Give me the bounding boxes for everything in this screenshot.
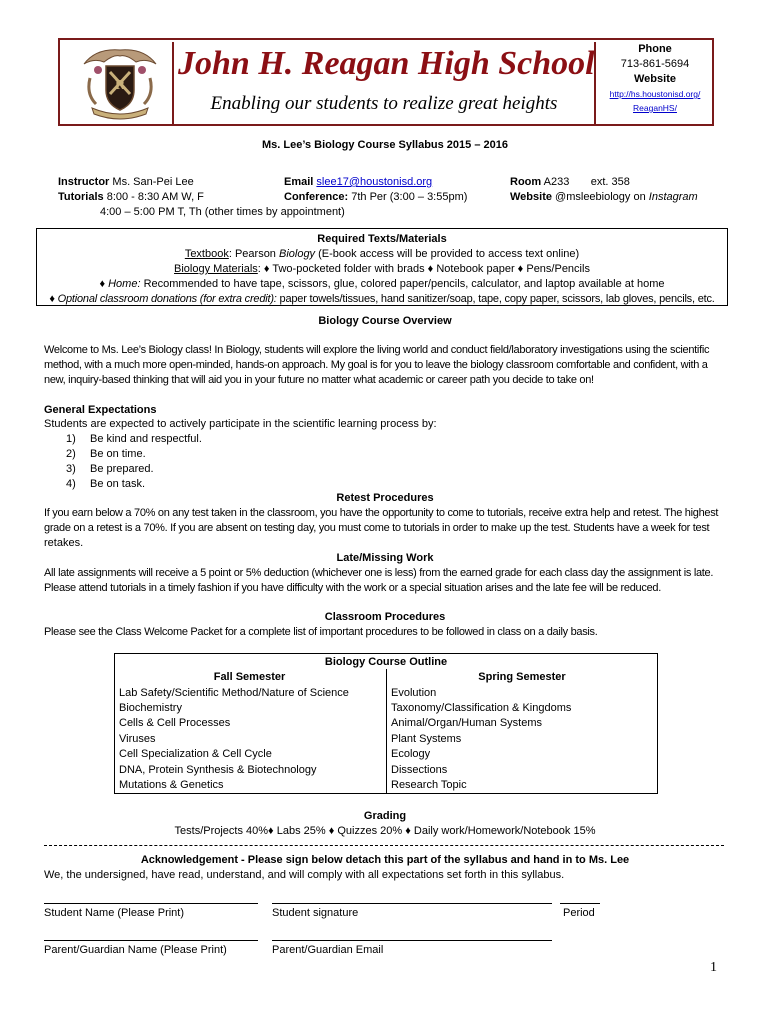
required-heading: Required Texts/Materials xyxy=(317,233,447,245)
fall-topic: Cells & Cell Processes xyxy=(119,717,231,729)
fall-semester-header: Fall Semester xyxy=(213,671,286,683)
instructor-label: Instructor xyxy=(58,176,110,188)
expectations-intro: Students are expected to actively participate in the scientific learning process by: xyxy=(44,418,437,430)
instructor-website-label: Website xyxy=(510,191,552,203)
syllabus-title: Ms. Lee’s Biology Course Syllabus 2015 – 2016 xyxy=(262,139,508,151)
parent-email-field[interactable] xyxy=(272,940,552,941)
student-name-field[interactable] xyxy=(44,903,258,904)
email-label: Email xyxy=(284,176,314,188)
tutorials-line xyxy=(58,190,204,204)
website-link-1[interactable]: http://hs.houstonisd.org/ xyxy=(609,89,701,99)
outline-divider xyxy=(386,669,387,794)
late-line-1: All late assignments will receive a 5 point or 5% deduction (whichever one is less) from the earned grade for each class day the assignment is late. xyxy=(44,567,714,579)
parent-name-field[interactable] xyxy=(44,940,258,941)
room-label: Room xyxy=(510,176,542,188)
spring-topic: Taxonomy/Classification & Kingdoms xyxy=(391,702,572,714)
home-line xyxy=(36,277,728,291)
page-number: 1 xyxy=(710,960,717,975)
spring-topic: Evolution xyxy=(391,687,437,699)
materials-label: Biology Materials xyxy=(174,263,258,275)
tutorials-times: 8:00 - 8:30 AM W, F xyxy=(103,191,204,203)
optional-label: ♦ Optional classroom donations (for extra credit): xyxy=(49,293,277,305)
fall-topic: Mutations & Genetics xyxy=(119,779,224,791)
expectation-item: Be on time. xyxy=(90,448,146,460)
conference-time: 7th Per (3:00 – 3:55pm) xyxy=(348,191,468,203)
spring-topic: Animal/Organ/Human Systems xyxy=(391,717,542,729)
overview-line-2: method, with a much more open-minded, hands-on approach. My goal is for you to leave the biology classroom comfortable and confident, with a xyxy=(44,359,708,371)
school-motto: Enabling our students to realize great heights xyxy=(210,93,558,114)
expectation-item: Be kind and respectful. xyxy=(90,433,202,445)
period-field[interactable] xyxy=(560,903,600,904)
fall-topic: DNA, Protein Synthesis & Biotechnology xyxy=(119,764,317,776)
instructor-website-line xyxy=(510,190,698,204)
textbook-title: Biology xyxy=(278,248,316,260)
tutorials-label: Tutorials xyxy=(58,191,104,203)
home-list: Recommended to have tape, scissors, glue, colored paper/pencils, calculator, and laptop available at home xyxy=(140,278,665,290)
fall-topic: Cell Specialization & Cell Cycle xyxy=(119,748,272,760)
detach-line xyxy=(44,845,724,846)
instagram-label: Instagram xyxy=(648,191,698,203)
parent-email-label: Parent/Guardian Email xyxy=(272,944,384,956)
textbook-label: Textbook xyxy=(184,248,229,260)
spring-topic: Plant Systems xyxy=(391,733,462,745)
retest-line-1: If you earn below a 70% on any test taken in the classroom, you have the opportunity to come to tutorials, receive extra help and retest. The highest xyxy=(44,507,719,519)
website-link-2[interactable]: ReaganHS/ xyxy=(633,103,677,113)
grading-heading: Grading xyxy=(363,810,407,822)
period-label: Period xyxy=(563,907,595,919)
acknowledgement-line: We, the undersigned, have read, understand, and will comply with all expectations set forth in this syllabus. xyxy=(44,869,565,881)
procedures-heading: Classroom Procedures xyxy=(324,611,446,623)
textbook-line xyxy=(36,247,728,261)
fall-topic: Lab Safety/Scientific Method/Nature of Science xyxy=(119,687,349,699)
expectation-number: 2) xyxy=(66,448,76,460)
retest-line-3: retakes. xyxy=(44,537,84,549)
phone-number: 713-861-5694 xyxy=(620,58,690,70)
room-line xyxy=(510,175,630,189)
acknowledgement-heading: Acknowledgement - Please sign below detach this part of the syllabus and hand in to Ms. Lee xyxy=(140,854,630,866)
spring-topic: Ecology xyxy=(391,748,431,760)
late-heading: Late/Missing Work xyxy=(336,552,434,564)
room-number: A233 ext. 358 xyxy=(541,176,630,188)
outline-heading: Biology Course Outline xyxy=(324,656,448,668)
tutorials-times-2: 4:00 – 5:00 PM T, Th (other times by appointment) xyxy=(100,206,345,218)
overview-line-1: Welcome to Ms. Lee’s Biology class! In Biology, students will explore the living world and conduct field/laboratory investigations using the scientific xyxy=(44,344,710,356)
student-signature-label: Student signature xyxy=(272,907,359,919)
svg-text:R: R xyxy=(114,78,126,93)
spring-topic: Dissections xyxy=(391,764,448,776)
conference-line xyxy=(284,190,467,204)
parent-name-label: Parent/Guardian Name (Please Print) xyxy=(44,944,227,956)
instructor-line xyxy=(58,175,194,189)
expectation-item: Be prepared. xyxy=(90,463,154,475)
materials-line xyxy=(36,262,728,276)
email-line xyxy=(284,175,432,189)
retest-line-2: grade on a retest is a 70%. If you are absent on testing day, you must come to tutorials in order to make up the test. Students have a week for test xyxy=(44,522,710,534)
procedures-line: Please see the Class Welcome Packet for a complete list of important procedures to be followed in class on a daily basis. xyxy=(44,626,598,638)
expectation-number: 1) xyxy=(66,433,76,445)
expectation-number: 4) xyxy=(66,478,76,490)
website-label: Website xyxy=(634,73,676,85)
expectations-heading: General Expectations xyxy=(44,404,157,416)
spring-semester-header: Spring Semester xyxy=(478,671,566,683)
fall-topic: Viruses xyxy=(119,733,156,745)
textbook-post: (E-book access will be provided to access text online) xyxy=(315,248,580,260)
textbook-pre: : Pearson xyxy=(228,248,279,260)
phone-label: Phone xyxy=(638,43,672,55)
home-label: ♦ Home: xyxy=(99,278,141,290)
spring-topic: Research Topic xyxy=(391,779,467,791)
school-crest-icon xyxy=(76,44,164,120)
grading-line: Tests/Projects 40%♦ Labs 25% ♦ Quizzes 20% ♦ Daily work/Homework/Notebook 15% xyxy=(174,825,596,837)
late-line-2: Please attend tutorials in a timely fashion if you have difficulty with the work or a special situation arises and the late fee will be reduced. xyxy=(44,582,661,594)
email-link[interactable]: slee17@houstonisd.org xyxy=(316,176,433,188)
instructor-website: @msleebiology on xyxy=(551,191,649,203)
expectation-number: 3) xyxy=(66,463,76,475)
conference-label: Conference: xyxy=(284,191,349,203)
contact-block xyxy=(598,42,712,115)
fall-topic: Biochemistry xyxy=(119,702,182,714)
school-title: John H. Reagan High School xyxy=(178,45,595,82)
optional-list: paper towels/tissues, hand sanitizer/soap, tape, copy paper, scissors, lab gloves, pencils, etc. xyxy=(276,293,715,305)
student-signature-field[interactable] xyxy=(272,903,552,904)
expectation-item: Be on task. xyxy=(90,478,146,490)
overview-heading: Biology Course Overview xyxy=(318,315,452,327)
optional-line xyxy=(36,292,728,306)
student-name-label: Student Name (Please Print) xyxy=(44,907,185,919)
overview-line-3: new, inquiry-based thinking that will aid you in your future no matter what academic or career path you decide to take on! xyxy=(44,374,594,386)
instructor-name: Ms. San-Pei Lee xyxy=(109,176,194,188)
retest-heading: Retest Procedures xyxy=(336,492,434,504)
materials-list: : ♦ Two-pocketed folder with brads ♦ Notebook paper ♦ Pens/Pencils xyxy=(257,263,590,275)
